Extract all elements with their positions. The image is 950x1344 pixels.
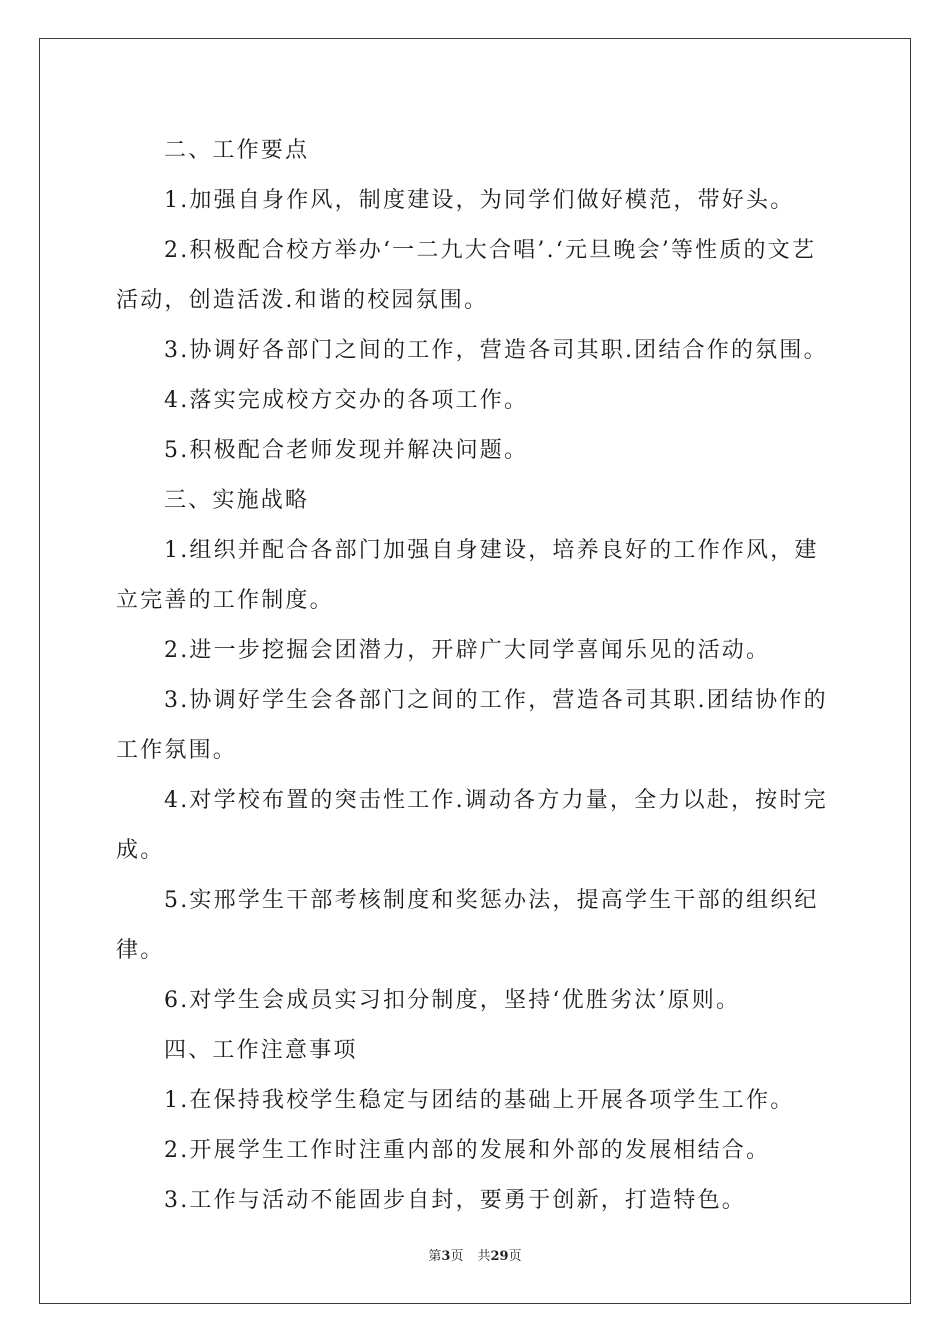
paragraph: 2.开展学生工作时注重内部的发展和外部的发展相结合。: [164, 1138, 771, 1163]
paragraph: 5.积极配合老师发现并解决问题。: [164, 438, 529, 463]
paragraph: 1.组织并配合各部门加强自身建设，培养良好的工作作风，建立完善的工作制度。: [116, 538, 819, 613]
paragraph: 4.对学校布置的突击性工作.调动各方力量，全力以赴，按时完成。: [116, 788, 828, 863]
paragraph: 1.加强自身作风，制度建设，为同学们做好模范，带好头。: [164, 188, 795, 213]
paragraph: 3.协调好学生会各部门之间的工作，营造各司其职.团结协作的工作氛围。: [116, 688, 828, 763]
paragraph: 2.积极配合校方举办‘一二九大合唱’.‘元旦晚会’等性质的文艺活动，创造活泼.和谐的校园氛围。: [116, 238, 817, 313]
footer-prefix: 第: [428, 1249, 442, 1264]
footer-page-unit: 页: [450, 1249, 464, 1264]
paragraph: 6.对学生会成员实习扣分制度，坚持‘优胜劣汰’原则。: [164, 988, 741, 1013]
section-heading-work-points: 二、工作要点: [164, 138, 310, 163]
paragraph: 2.进一步挖掘会团潜力，开辟广大同学喜闻乐见的活动。: [164, 638, 771, 663]
paragraph: 1.在保持我校学生稳定与团结的基础上开展各项学生工作。: [164, 1088, 795, 1113]
footer-total-unit: 页: [508, 1249, 522, 1264]
page-footer: [0, 1245, 950, 1264]
paragraph: 3.协调好各部门之间的工作，营造各司其职.团结合作的氛围。: [164, 338, 828, 363]
footer-total-prefix: 共: [477, 1249, 491, 1264]
document-body: [116, 126, 836, 1226]
paragraph: 4.落实完成校方交办的各项工作。: [164, 388, 529, 413]
section-heading-notes: 四、工作注意事项: [164, 1038, 358, 1063]
current-page-number: 3: [441, 1249, 451, 1264]
paragraph: 5.实邢学生干部考核制度和奖惩办法，提高学生干部的组织纪律。: [116, 888, 819, 963]
paragraph: 3.工作与活动不能固步自封，要勇于创新，打造特色。: [164, 1188, 746, 1213]
section-heading-strategy: 三、实施战略: [164, 488, 310, 513]
total-pages-number: 29: [490, 1249, 509, 1264]
